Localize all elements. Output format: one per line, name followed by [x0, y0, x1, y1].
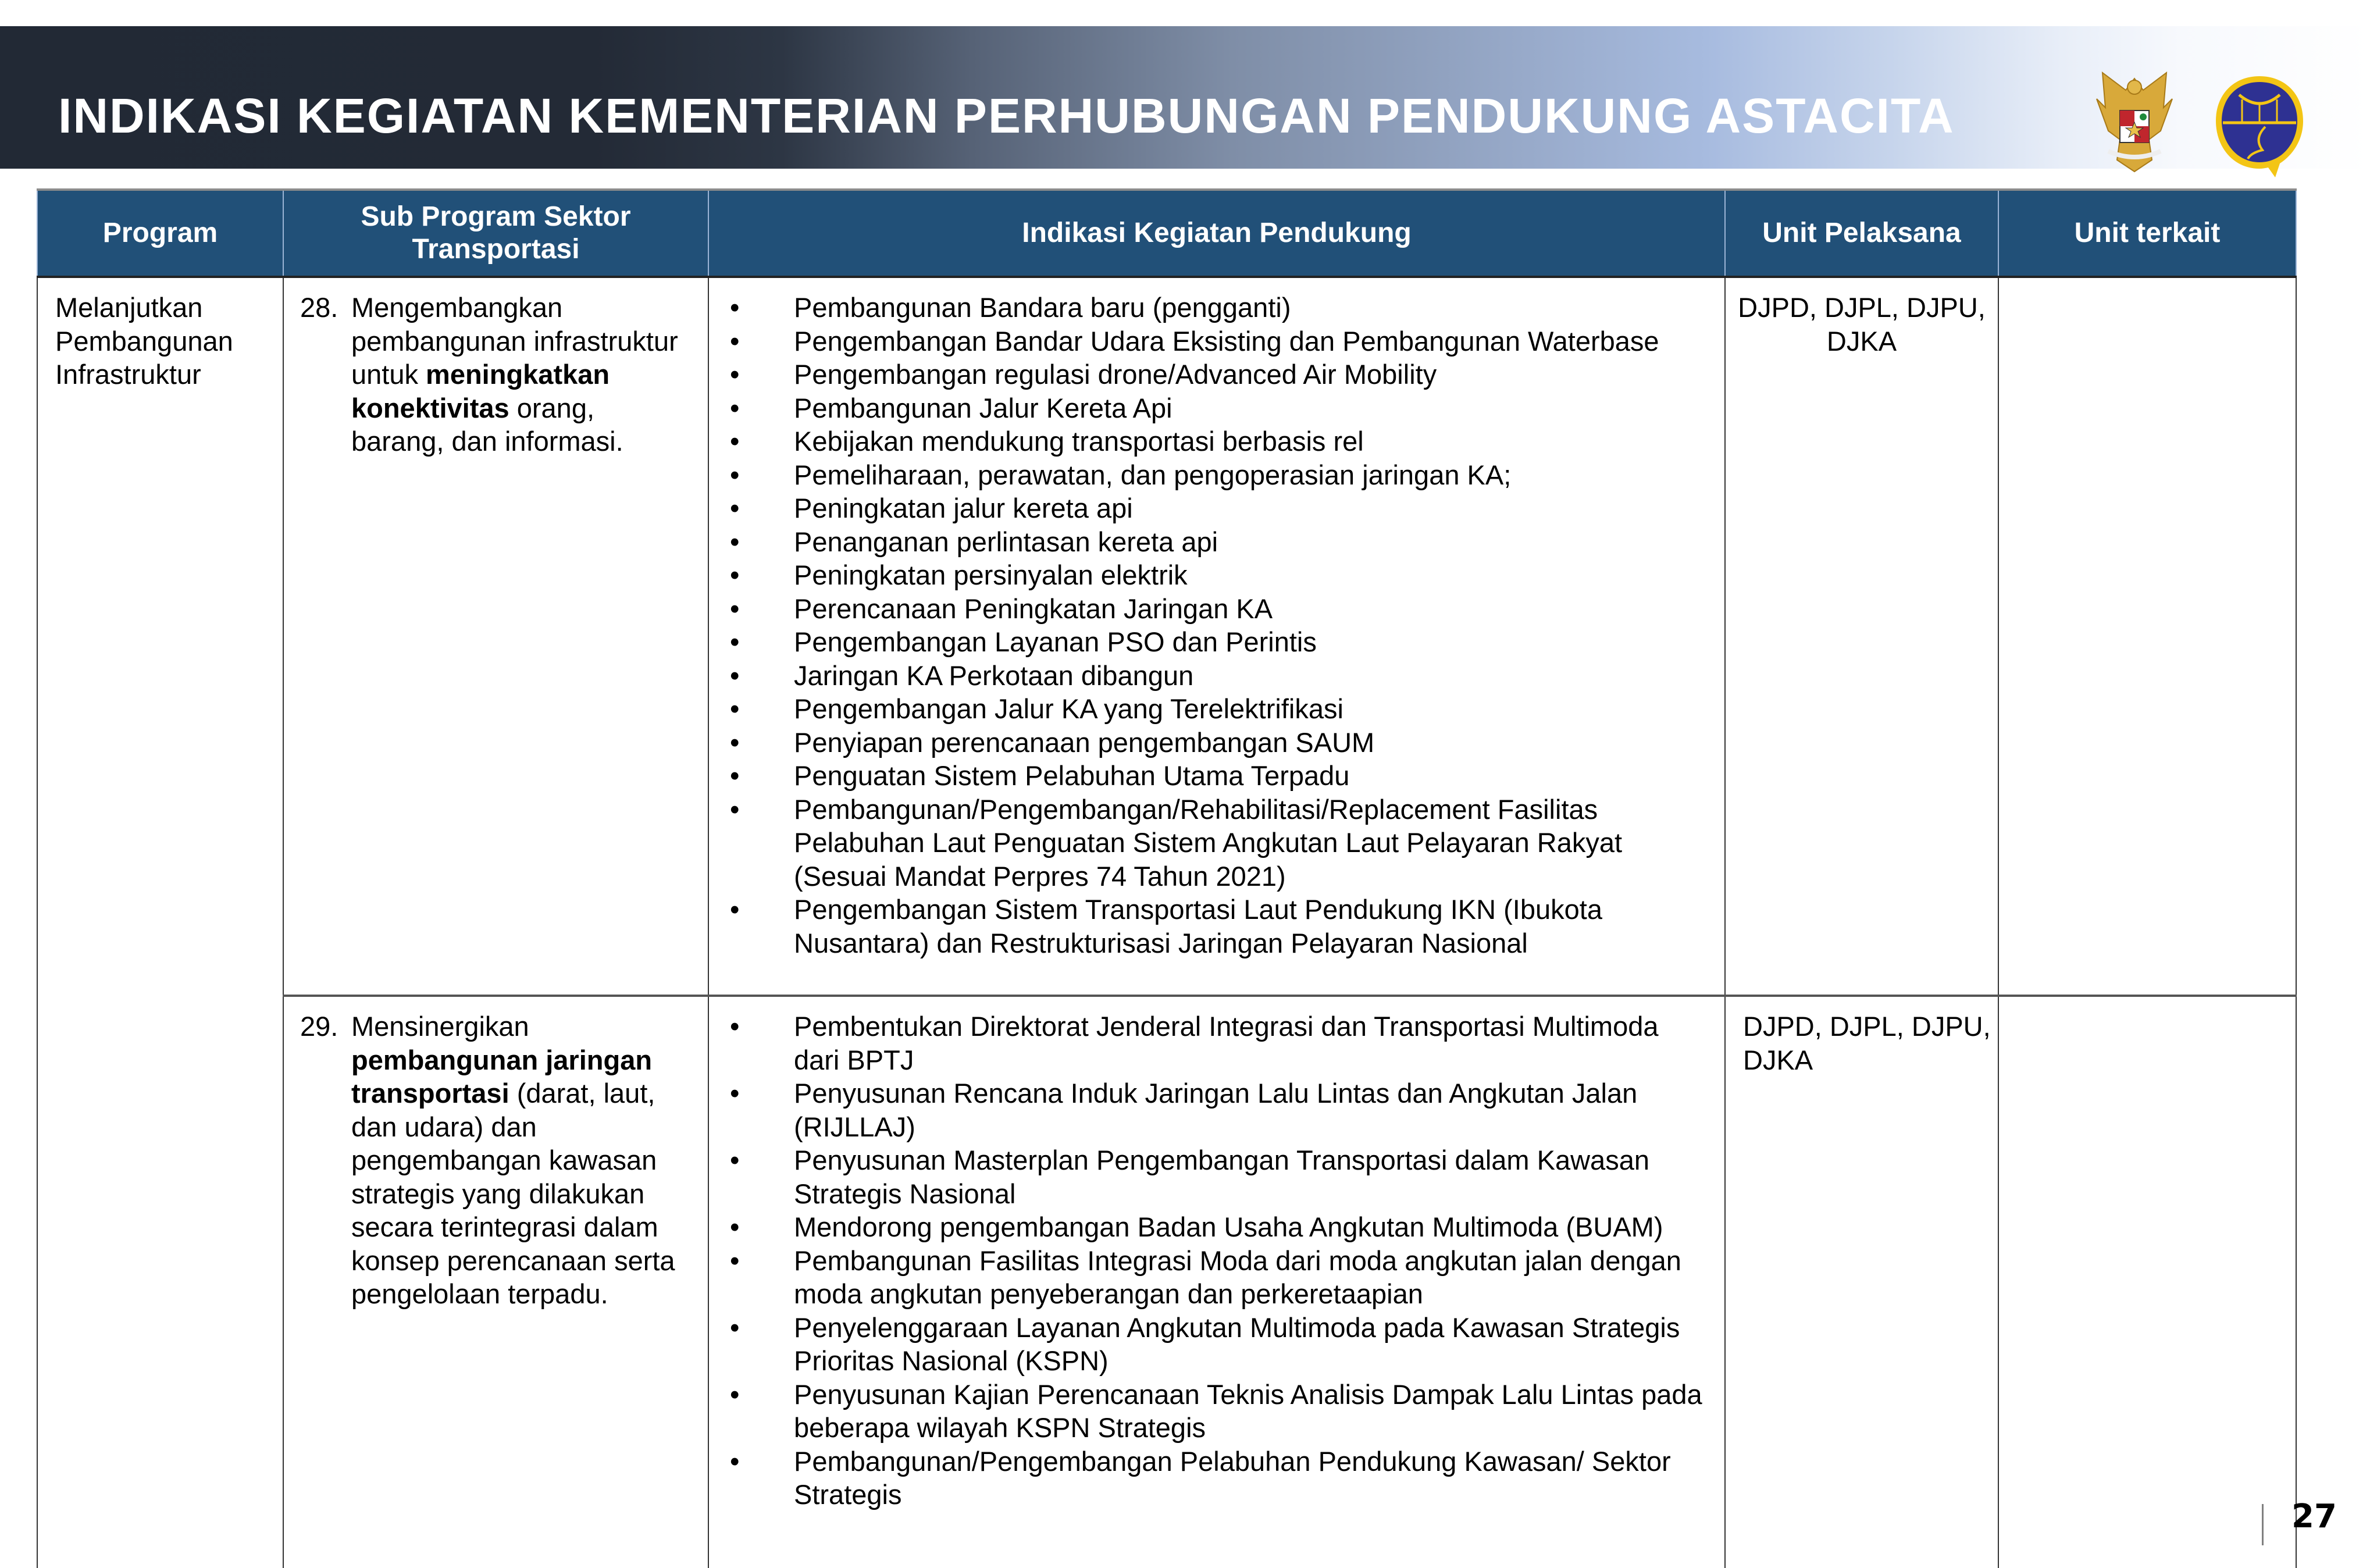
column-header-activities: Indikasi Kegiatan Pendukung	[708, 190, 1725, 277]
list-item: • Perencanaan Peningkatan Jaringan KA	[730, 593, 1273, 624]
column-header-unit-pelaksana: Unit Pelaksana	[1725, 190, 1998, 277]
list-item: • Penyelenggaraan Layanan Angkutan Multimoda pada Kawasan Strategis Prioritas Nasional (KSPN)	[730, 1312, 1680, 1376]
sub-program-text: Mengembangkan pembangunan infrastruktur untuk meningkatkan konektivitas orang, barang, dan informasi.	[351, 292, 678, 457]
unit-pelaksana-cell	[1725, 277, 1998, 996]
list-item: • Penyusunan Masterplan Pengembangan Transportasi dalam Kawasan Strategis Nasional	[730, 1145, 1649, 1209]
list-item: • Peningkatan persinyalan elektrik	[730, 560, 1188, 590]
list-item: • Pengembangan Sistem Transportasi Laut Pendukung IKN (Ibukota Nusantara) dan Restrukturisasi Jaringan Pelayaran Nasional	[730, 894, 1602, 958]
unit-pelaksana-cell	[1725, 996, 1998, 1568]
activities-list	[725, 1010, 1708, 1512]
page-number: 27	[2291, 1498, 2337, 1535]
activities-cell	[708, 277, 1725, 996]
list-item: • Pembangunan Bandara baru (pengganti)	[730, 292, 1291, 323]
column-header-sub-program: Sub Program Sektor Transportasi	[283, 190, 708, 277]
program-cell	[37, 277, 283, 1568]
list-item: • Jaringan KA Perkotaan dibangun	[730, 660, 1194, 691]
header-bar	[0, 26, 2370, 169]
list-item: • Penyusunan Kajian Perencanaan Teknis Analisis Dampak Lalu Lintas pada beberapa wilayah KSPN Strategis	[730, 1378, 1702, 1443]
list-item: • Pembangunan Fasilitas Integrasi Moda dari moda angkutan jalan dengan moda angkutan penyeberangan dan perkeretaapian	[730, 1245, 1681, 1309]
activities-cell	[708, 996, 1725, 1568]
table-header-row	[37, 190, 2296, 277]
list-item: • Penyusunan Rencana Induk Jaringan Lalu Lintas dan Angkutan Jalan (RIJLLAJ)	[730, 1078, 1638, 1142]
sub-program-item	[300, 291, 692, 458]
list-item: • Pengembangan regulasi drone/Advanced Air Mobility	[730, 359, 1437, 390]
kemenhub-logo-icon	[2210, 72, 2309, 179]
column-header-unit-terkait: Unit terkait	[1998, 190, 2296, 277]
list-item: • Penguatan Sistem Pelabuhan Utama Terpadu	[730, 760, 1350, 791]
table-row	[37, 996, 2296, 1568]
page-title: INDIKASI KEGIATAN KEMENTERIAN PERHUBUNGAN PENDUKUNG ASTACITA	[58, 88, 1955, 143]
unit-pelaksana-text: DJPD, DJPL, DJPU, DJKA	[1743, 1011, 1991, 1075]
column-header-program: Program	[37, 190, 283, 277]
list-item: • Pengembangan Jalur KA yang Terelektrifikasi	[730, 693, 1343, 724]
list-item: • Peningkatan jalur kereta api	[730, 493, 1133, 523]
list-item: • Mendorong pengembangan Badan Usaha Angkutan Multimoda (BUAM)	[730, 1211, 1663, 1242]
sub-program-number: 28.	[300, 292, 338, 323]
list-item: • Pembangunan/Pengembangan/Rehabilitasi/Replacement Fasilitas Pelabuhan Laut Penguatan Sistem Angkutan Laut Pelayaran Rakyat (Sesuai Mandat Perpres 74 Tahun 2021)	[730, 793, 1623, 892]
list-item: • Penyiapan perencanaan pengembangan SAUM	[730, 726, 1375, 758]
activities-table	[37, 188, 2297, 1568]
program-text: Melanjutkan Pembangunan Infrastruktur	[55, 292, 233, 390]
list-item: • Pembangunan/Pengembangan Pelabuhan Pendukung Kawasan/ Sektor Strategis	[730, 1445, 1671, 1510]
table-row	[37, 277, 2296, 996]
unit-pelaksana-text: DJPD, DJPL, DJPU, DJKA	[1738, 292, 1986, 357]
unit-terkait-cell	[1998, 996, 2296, 1568]
page-number-divider	[2262, 1504, 2264, 1545]
garuda-emblem-icon	[2085, 67, 2184, 177]
list-item: • Penanganan perlintasan kereta api	[730, 526, 1218, 557]
list-item: • Pengembangan Layanan PSO dan Perintis	[730, 626, 1317, 657]
activities-list	[725, 291, 1708, 960]
sub-program-cell	[283, 277, 708, 996]
sub-program-item	[300, 1010, 692, 1311]
list-item: • Pembangunan Jalur Kereta Api	[730, 392, 1172, 423]
sub-program-number: 29.	[300, 1011, 338, 1042]
sub-program-text: Mensinergikan pembangunan jaringan transportasi (darat, laut, dan udara) dan pengembangan kawasan strategis yang dilakukan secara terintegrasi dalam konsep perencanaan serta pengelolaan terpadu.	[351, 1011, 675, 1309]
sub-program-cell	[283, 996, 708, 1568]
unit-terkait-cell	[1998, 277, 2296, 996]
list-item: • Pembentukan Direktorat Jenderal Integrasi dan Transportasi Multimoda dari BPTJ	[730, 1011, 1659, 1075]
list-item: • Kebijakan mendukung transportasi berbasis rel	[730, 426, 1364, 457]
list-item: • Pengembangan Bandar Udara Eksisting dan Pembangunan Waterbase	[730, 325, 1659, 357]
list-item: • Pemeliharaan, perawatan, dan pengoperasian jaringan KA;	[730, 459, 1512, 490]
